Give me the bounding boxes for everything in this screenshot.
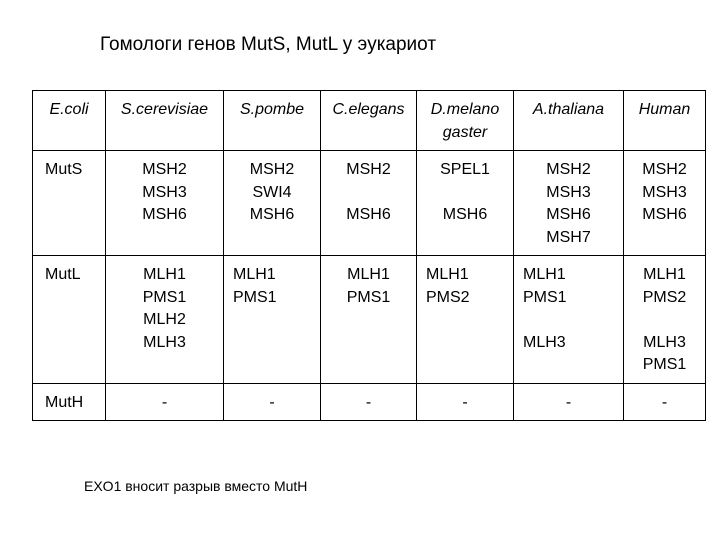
column-header-line: S.cerevisiae: [120, 101, 209, 118]
column-header: [624, 91, 706, 151]
gene-cell: [33, 151, 106, 256]
homolog-gene: MSH6: [546, 206, 591, 223]
homolog-gene: PMS1: [642, 356, 687, 373]
slide-title: Гомологи генов MutS, MutL у эукариот: [100, 34, 437, 55]
homolog-gene: [517, 309, 620, 332]
homolog-gene: [420, 182, 510, 205]
homolog-gene: MLH1: [643, 266, 686, 283]
gene-name: MutS: [45, 161, 83, 178]
homolog-gene: SWI4: [252, 183, 292, 201]
homolog-cell: [106, 383, 224, 421]
column-header-line: C.elegans: [332, 101, 405, 118]
homolog-gene: MSH7: [546, 228, 591, 246]
homolog-gene: PMS1: [346, 288, 391, 306]
homolog-gene: SPEL1: [440, 161, 490, 178]
homolog-gene: MLH3: [643, 333, 686, 351]
homolog-cell: [514, 256, 624, 384]
homolog-gene: -: [365, 393, 372, 411]
homolog-gene: MLH3: [143, 333, 186, 351]
homolog-cell: [321, 256, 417, 384]
gene-name: MutH: [45, 393, 84, 411]
homolog-cell: [514, 151, 624, 256]
homolog-gene: MSH6: [642, 206, 687, 223]
homolog-cell: [624, 151, 706, 256]
header-row: [33, 91, 706, 151]
column-header-line: D.melano: [430, 101, 500, 118]
homolog-gene: MSH2: [346, 161, 391, 178]
homolog-gene: MLH2: [143, 311, 186, 328]
homolog-gene: -: [462, 393, 468, 411]
column-header: [417, 91, 514, 151]
column-header: [106, 91, 224, 151]
column-header-line: E.coli: [49, 101, 89, 118]
homolog-gene: MLH1: [347, 266, 390, 283]
homolog-table: [32, 90, 706, 421]
homolog-gene: -: [661, 393, 668, 411]
gene-cell: [33, 383, 106, 421]
homolog-gene: MSH3: [142, 183, 187, 201]
homolog-cell: [624, 256, 706, 384]
footnote: EXO1 вносит разрыв вместо MutH: [84, 478, 308, 494]
homolog-gene: PMS2: [642, 288, 687, 306]
column-header-line: A.thaliana: [532, 101, 605, 118]
homolog-cell: [624, 383, 706, 421]
homolog-gene: -: [565, 393, 572, 411]
homolog-gene: MSH6: [142, 206, 187, 223]
homolog-gene: -: [161, 393, 168, 411]
homolog-gene: MSH3: [642, 183, 687, 201]
column-header: [33, 91, 106, 151]
homolog-cell: [514, 383, 624, 421]
homolog-cell: [321, 383, 417, 421]
homolog-cell: [417, 383, 514, 421]
homolog-cell: [224, 151, 321, 256]
homolog-gene: PMS2: [426, 288, 470, 306]
homolog-gene: MSH2: [142, 161, 187, 178]
homolog-cell: [321, 151, 417, 256]
homolog-cell: [417, 256, 514, 384]
homolog-gene: -: [269, 393, 275, 411]
table-row: [33, 383, 706, 421]
homolog-gene: MSH2: [546, 161, 591, 178]
homolog-cell: [224, 256, 321, 384]
gene-name: MutL: [45, 266, 81, 283]
homolog-cell: [106, 151, 224, 256]
column-header-line: S.pombe: [239, 101, 305, 118]
homolog-gene: MLH1: [426, 266, 469, 283]
homolog-gene: MSH6: [249, 206, 295, 223]
homolog-gene: MLH1: [143, 266, 186, 283]
column-header-line: gaster: [442, 123, 488, 141]
homolog-gene: [627, 309, 702, 332]
homolog-gene: MSH2: [249, 161, 295, 178]
homolog-gene: PMS1: [523, 288, 567, 306]
homolog-gene: [324, 182, 413, 205]
homolog-gene: MLH1: [233, 266, 276, 283]
homolog-gene: MLH3: [523, 333, 566, 351]
homolog-gene: MLH1: [523, 266, 566, 283]
gene-cell: [33, 256, 106, 384]
homolog-gene: PMS1: [233, 288, 277, 306]
homolog-gene: MSH2: [642, 161, 687, 178]
column-header: [224, 91, 321, 151]
homolog-cell: [417, 151, 514, 256]
homolog-gene: MSH3: [546, 183, 591, 201]
column-header-line: Human: [638, 101, 691, 118]
homolog-cell: [106, 256, 224, 384]
homolog-gene: MSH6: [346, 206, 391, 223]
table-row: [33, 256, 706, 384]
homolog-gene: MSH6: [442, 206, 488, 223]
homolog-gene: PMS1: [142, 288, 187, 306]
table-row: [33, 151, 706, 256]
column-header: [514, 91, 624, 151]
homolog-cell: [224, 383, 321, 421]
column-header: [321, 91, 417, 151]
